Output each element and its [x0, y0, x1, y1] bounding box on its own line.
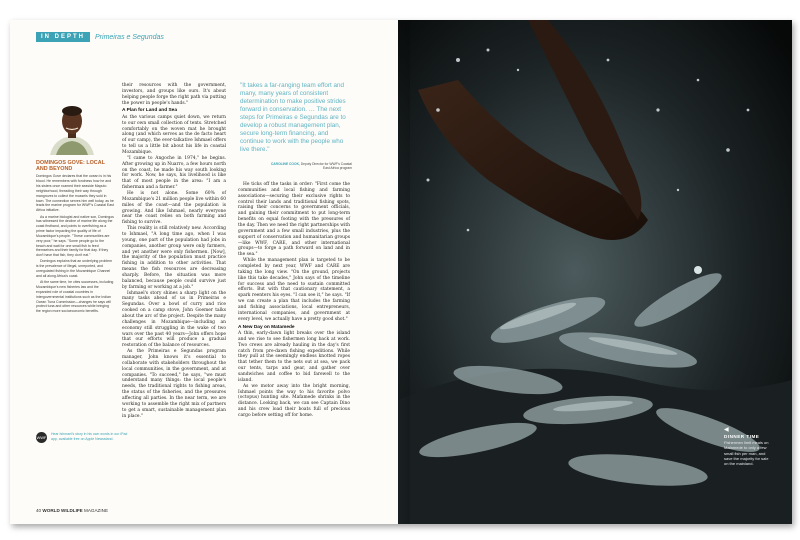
magazine-name: WORLD WILDLIFE: [42, 508, 83, 513]
subheading: A New Day on Matamede: [238, 324, 295, 330]
body-column-1: [122, 83, 226, 420]
photo-caption-text: Fishermen limit meals on Mafamede to only a few small fish per man, and save the majority for sale on the mainland.: [724, 440, 769, 467]
section-subtitle: Primeiras e Segundas: [95, 33, 164, 41]
photo-caption: [724, 426, 770, 466]
page-number: 40: [36, 508, 42, 513]
ipad-caption-text: Hear Ishmael's story in his own words in our iPad app, available free on Apple Newsstand.: [51, 432, 128, 441]
body-paragraph: As the Primeiras e Segundas program manager, John knows it's essential to collaborate with stakeholders throughout the local communities, in the government, and at companies. "To succeed," he says, "we must understand many things: the local people's needs, the traditional rights to fishing areas, the status of the fisheries, and the pressures affecting all parties. In the near term, we are working to assemble the right mix of partners to get a smart, sustainable management plan in place.": [122, 349, 226, 419]
attribution-role: Deputy Director for WWF's Coastal East Africa program: [300, 162, 352, 171]
body-paragraph: their resources with the government, investors, and groups like ours. It's about helping people forge the right path via putting the power in people's hands.": [122, 83, 226, 106]
body-paragraph: As we motor away into the bright morning, Ishmael points the way to his favorite polvo (octopus) hunting site. Mafamede shrinks in the distance. Looking back, we can see Captain Dino and his crew load their boats full of precious cargo before setting off for home.: [238, 383, 350, 419]
body-paragraph: As the various camps quiet down, we return to our own small collection of tents. Stretched comfortably on the woven mat he brought along (and which serves as the de facto heart of our camp), the ever-talkative Ishmael offers to tell us a little bit about his life in coastal Mozambique.: [122, 114, 226, 155]
portrait-photo: [42, 100, 102, 155]
magazine-spread: [10, 20, 792, 524]
body-paragraph: He ticks off the tasks in order: "First come the communities and local fishing and farming associations—securing their exclusive rights to control their lands and traditional fishing spots, raising their concerns to government officials, and gaining their commitment to put long-term benefits on equal footing with the pressures of the day. Then we need the right partnerships with government and a few small industries, plus the support of conservation and humanitarian groups—like WWF, CARE, and other international groups—to forge a path forward on land and in the sea.": [238, 182, 350, 258]
sidebar-paragraph: Domingos Gove declares that the ocean is in his blood. He remembers with fondness how he and his sisters once roamed their seaside Maputo neighborhood, threading their way through mangroves to collect the mussels they sold in town. The connection serves him well today, as he leads the marine program for WWF's Coastal East Africa initiative.: [36, 174, 114, 213]
section-label: IN DEPTH: [36, 32, 90, 42]
body-column-2: [238, 182, 350, 419]
page-gutter: [398, 20, 410, 524]
body-paragraph: A thin, early-dawn light breaks over the island and we rise to see fishermen long back at work. Two crews are already hauling in the day's first catch from pre-dawn fishing expeditions. While they pull at the seemingly endless knotted ropes that tether them to the nets out at sea, we pack our tents, tarps and gear, and gather over sandwiches and coffee to bid farewell to the island.: [238, 331, 350, 383]
sidebar: [36, 160, 114, 316]
wwf-logo-icon: WWF: [36, 432, 47, 443]
sidebar-paragraph: As a marine biologist and native son, Domingos has witnessed the decline of marine life along the coast firsthand, and points to overfishing as a prime factor impacting the quality of life of Mozambique's people. "These communities are very poor," he says. "Some people go to the beach and wait for one small fish to feed themselves and their family for that day. If they don't have that fish, they don't eat.": [36, 214, 114, 258]
pull-quote-attribution: [264, 162, 352, 171]
sidebar-text: [36, 174, 114, 314]
photo-caption-heading: DINNER TIME: [724, 434, 760, 439]
section-header: [36, 30, 164, 44]
body-paragraph: Ishmael's story shines a sharp light on the many tasks ahead of us in Primeiras e Segundas. Over a bowl of curry and rice cooked on a camp stove, John Goemer talks about the arc of the project. Despite the many challenges in Mozambique—including an economy still struggling in the wake of two wars over the past 40 years—John offers hope that our efforts will produce a gradual restoration of the balance of resources.: [122, 290, 226, 349]
magazine-suffix: MAGAZINE: [84, 508, 109, 513]
pull-quote: "It takes a far-ranging team effort and many, many years of consistent determination to make positive strides forward in conservation. … The next steps for Primeiras e Segundas are to develop a robust management plan, secure long-term financing, and continue to work with the people who live there.": [240, 82, 346, 153]
page-folio: [36, 508, 108, 513]
sidebar-heading: DOMINGOS GOVE: LOCAL AND BEYOND: [36, 160, 105, 173]
body-paragraph: While the management plan is targeted to be completed by next year, WWF and CARE are taking the long view. "On the ground, projects like this take decades," John says of the timeline for success and the need to sustain committed efforts. But with that cautionary statement, a spark reenters his eyes. "I can see it," he says. "If we can create a plan that includes the farming and fishing associations, local entrepreneurs, international companies, and government at every level, we actually have a pretty good shot.": [238, 258, 350, 322]
subheading: A Plan for Land and Sea: [122, 108, 177, 114]
body-paragraph: "I came to Angoche in 1974," he begins. After growing up in Nuarro, a few hours north on the coast, he made his way south looking for work. Now, he says, his livelihood is like that of most people in the area: "I am a fisherman and a farmer.": [122, 155, 226, 191]
caption-pointer-icon: ◀: [724, 427, 729, 433]
body-paragraph: He is not alone. Some 60% of Mozambique's 21 million people live within 60 miles of the coast—and the population is growing. And like Ishmael, nearly everyone near the coast relies on both farming and fishing to survive.: [122, 190, 226, 226]
ipad-caption: [36, 432, 136, 443]
body-paragraph: This reality is still relatively new. According to Ishmael, "A long time ago, when I was young, one part of the population had jobs in companies, another group were only farmers, and yet another were only fishermen. [Now], the majority of the population must practice fishing in addition to other activities. That means the fish resources are decreasing sharply. Before, the situation was more balanced, because people could survive just by farming or working at a job.": [122, 226, 226, 290]
sidebar-paragraph: Domingos explains that an underlying problem is the prevalence of illegal, unreported, and unregulated fishing in the Mozambique Channel and all along Africa's coast.: [36, 259, 112, 278]
sidebar-paragraph: At the same time, he cites successes, including Mozambique's new fisheries law and the expanded role of coastal countries in intergovernmental institutions such as the Indian Ocean Tuna Commission—changes he says will protect tuna and other resources while bringing the region more socioeconomic benefits.: [36, 280, 114, 314]
attribution-name: CAROLINE COOK,: [270, 162, 300, 166]
